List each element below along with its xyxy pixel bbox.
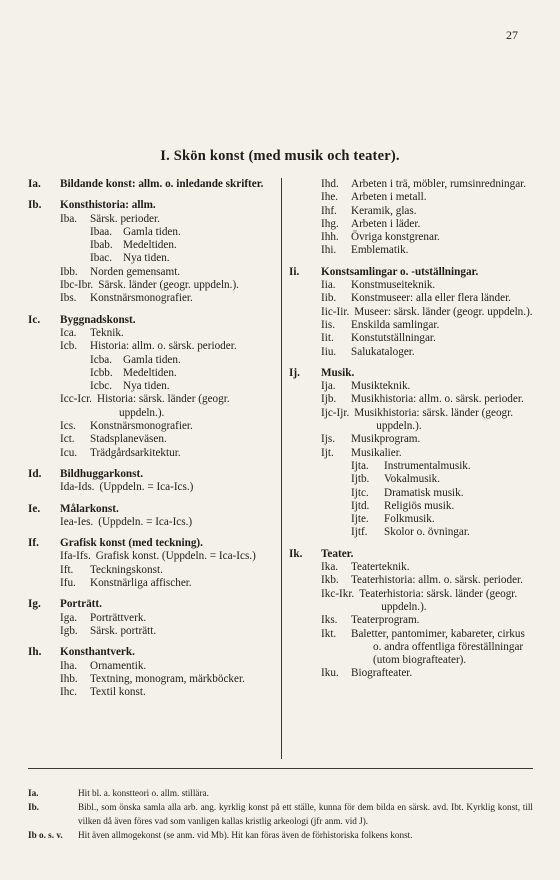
- entry-label: Konstutställningar.: [351, 332, 436, 345]
- entry-label: Emblematik.: [351, 244, 409, 257]
- class-entry: [28, 550, 274, 563]
- entry-code: Ijtb.: [351, 473, 370, 486]
- section-title: Konsthistoria: allm.: [60, 199, 156, 212]
- class-entry: [28, 354, 274, 367]
- entry-label: Konstmuseiteknik.: [351, 279, 436, 292]
- entry-label: Teaterprogram.: [351, 614, 420, 627]
- footnote-text: Bibl., som önska samla alla arb. ang. kyrklig konst på ett ställe, kunna för dem bilda en särsk. avd. Ibt. Kyrklig konst, till vilken då även föres vad som vanligen kallas kristlig arkeologi (jfr anm. vid J).: [78, 802, 533, 826]
- class-entry: [28, 266, 274, 279]
- entry-label: Ornamentik.: [90, 659, 147, 672]
- class-section: [28, 598, 274, 638]
- entry-label: Konstnärsmonografier.: [90, 292, 193, 305]
- section-title: Bildhuggarkonst.: [60, 467, 144, 480]
- class-section: [289, 266, 533, 359]
- footnotes: [28, 786, 533, 842]
- footnote: [28, 800, 533, 828]
- class-entry: [28, 380, 274, 393]
- right-column: [289, 178, 533, 689]
- section-code: Ig.: [28, 598, 41, 611]
- entry-code: Iba.: [60, 212, 78, 225]
- section-code: Ij.: [289, 366, 300, 379]
- entry-label: Teaterhistoria: allm. o. särsk. perioder.: [351, 574, 523, 587]
- entry-label: Baletter, pantomimer, kabareter, cirkus o. andra offentliga föreställningar (utom biografteater).: [351, 627, 525, 667]
- entry-code: Ibaa.: [90, 225, 113, 238]
- entry-label: (Uppdeln. = Ica-Ics.): [98, 515, 193, 528]
- section-code: Ia.: [28, 178, 41, 190]
- entry-label: Övriga konstgrenar.: [351, 231, 440, 244]
- entry-code: Ijtc.: [351, 486, 369, 499]
- entry-label: Vokalmusik.: [384, 473, 441, 486]
- section-heading: [289, 367, 533, 380]
- entry-code: Icbc.: [90, 380, 113, 393]
- entry-label: Historia: särsk. länder (geogr. uppdeln.).: [96, 393, 230, 419]
- entry-label: Textil konst.: [90, 686, 146, 699]
- class-entry: [289, 561, 533, 574]
- class-section: [28, 199, 274, 305]
- class-entry: [289, 346, 533, 359]
- class-entry: [28, 516, 274, 529]
- section-heading: [28, 598, 274, 611]
- entry-code: Ijs.: [321, 433, 335, 446]
- section-title: Bildande konst: allm. o. inledande skrifter.: [60, 178, 264, 190]
- class-section: [289, 548, 533, 681]
- entry-label: Textning, monogram, märkböcker.: [90, 672, 245, 685]
- entry-label: Musikalier.: [351, 446, 402, 459]
- entry-label: Instrumentalmusik.: [384, 459, 471, 472]
- entry-label: Medeltiden.: [123, 366, 177, 379]
- entry-label: Musikhistoria: särsk. länder (geogr. uppdeln.).: [354, 406, 514, 433]
- footnote: [28, 786, 533, 800]
- entry-code: Ijt.: [321, 446, 334, 459]
- entry-label: Dramatisk musik.: [384, 486, 464, 499]
- section-code: Ic.: [28, 313, 41, 326]
- section-heading: [28, 468, 274, 481]
- entry-code: Ibac.: [90, 252, 113, 265]
- entry-label: Religiös musik.: [384, 499, 455, 512]
- entry-label: Medeltiden.: [123, 239, 177, 252]
- section-code: Id.: [28, 467, 42, 480]
- section-heading: [28, 537, 274, 550]
- entry-label: Teaterhistoria: särsk. länder (geogr. uppdeln.).: [359, 587, 518, 613]
- page-number: 27: [506, 28, 518, 42]
- footnote-text: Hit även allmogekonst (se anm. vid Mb). Hit kan föras även de förhistoriska folkens konst.: [78, 830, 413, 840]
- class-entry: [289, 513, 533, 526]
- class-entry: [28, 481, 274, 494]
- class-entry: [289, 332, 533, 345]
- entry-code: Ibs.: [60, 292, 77, 305]
- entry-code: Ift.: [60, 563, 74, 576]
- entry-code: Ihd.: [321, 178, 339, 190]
- entry-label: Teckningskonst.: [90, 563, 163, 576]
- section-heading: [289, 548, 533, 561]
- class-entry: [289, 433, 533, 446]
- class-entry: [28, 327, 274, 340]
- entry-code: Ikb.: [321, 574, 339, 587]
- entry-label: Biografteater.: [351, 667, 413, 680]
- footnote: [28, 828, 533, 842]
- class-entry: [289, 319, 533, 332]
- class-section: [28, 468, 274, 495]
- class-entry: [28, 420, 274, 433]
- entry-code: Icba.: [90, 353, 113, 366]
- entry-code: Iga.: [60, 611, 78, 624]
- entry-label: Arbeten i trä, möbler, rumsinredningar.: [351, 178, 527, 190]
- class-entry: [289, 191, 533, 204]
- class-entry: [28, 447, 274, 460]
- entry-code: Ijtf.: [351, 526, 368, 539]
- entry-code: Ics.: [60, 420, 76, 433]
- entry-label: (Uppdeln. = Ica-Ics.): [99, 481, 194, 494]
- class-section: [289, 178, 533, 258]
- entry-code: Ihi.: [321, 244, 337, 257]
- section-title: Teater.: [321, 547, 354, 560]
- entry-code: Ikt.: [321, 627, 337, 640]
- section-title: Porträtt.: [60, 598, 102, 611]
- class-entry: [289, 407, 533, 434]
- entry-label: Trädgårdsarkitektur.: [90, 446, 181, 459]
- section-code: Ie.: [28, 502, 41, 515]
- section-code: Ik.: [289, 547, 303, 560]
- section-title: Målarkonst.: [60, 502, 119, 515]
- class-entry: [28, 292, 274, 305]
- entry-code: Iib.: [321, 292, 337, 305]
- entry-label: Arbeten i metall.: [351, 191, 427, 204]
- entry-code: Ict.: [60, 433, 75, 446]
- entry-code: Icbb.: [90, 366, 113, 379]
- entry-label: Folkmusik.: [384, 513, 435, 526]
- footnote-rule: [28, 768, 533, 769]
- entry-label: Stadsplaneväsen.: [90, 433, 167, 446]
- entry-code: Ijta.: [351, 459, 369, 472]
- entry-code: Ikc-Ikr.: [321, 587, 355, 600]
- entry-code: Ibc-Ibr.: [60, 279, 94, 292]
- entry-code: Iic-Iir.: [321, 305, 350, 318]
- left-column: [28, 178, 274, 707]
- class-entry: [28, 252, 274, 265]
- entry-label: Keramik, glas.: [351, 204, 417, 217]
- entry-code: Ifu.: [60, 577, 76, 590]
- entry-code: Icc-Icr.: [60, 393, 92, 406]
- class-entry: [28, 660, 274, 673]
- entry-code: Ihb.: [60, 672, 78, 685]
- entry-code: Ica.: [60, 326, 77, 339]
- entry-label: Nya tiden.: [123, 252, 170, 265]
- entry-label: Salukataloger.: [351, 345, 415, 358]
- class-entry: [289, 487, 533, 500]
- footnote-code: Ib o. s. v.: [28, 830, 63, 840]
- page-title: I. Skön konst (med musik och teater).: [160, 148, 400, 164]
- entry-code: Iku.: [321, 667, 339, 680]
- entry-code: Ika.: [321, 561, 339, 574]
- entry-label: Norden gemensamt.: [90, 265, 181, 278]
- entry-code: Ibb.: [60, 265, 78, 278]
- class-entry: [289, 244, 533, 257]
- class-section: [28, 503, 274, 530]
- section-title: Grafisk konst (med teckning).: [60, 537, 203, 550]
- entry-label: Konstmuseer: alla eller flera länder.: [351, 292, 511, 305]
- entry-code: Ijte.: [351, 513, 369, 526]
- entry-label: Museer: särsk. länder (geogr. uppdeln.).: [354, 305, 533, 318]
- class-section: [28, 646, 274, 699]
- class-entry: [28, 239, 274, 252]
- entry-code: Ihe.: [321, 191, 339, 204]
- class-entry: [28, 625, 274, 638]
- section-heading: [28, 314, 274, 327]
- class-entry: [28, 577, 274, 590]
- class-entry: [28, 564, 274, 577]
- footnote-code: Ib.: [28, 802, 39, 812]
- entry-code: Iis.: [321, 318, 335, 331]
- entry-label: Särsk. porträtt.: [90, 624, 157, 637]
- section-title: Musik.: [321, 366, 355, 379]
- section-heading: [28, 646, 274, 659]
- section-heading: [289, 266, 533, 279]
- column-divider: [281, 178, 282, 759]
- entry-code: Iit.: [321, 332, 334, 345]
- class-entry: [28, 612, 274, 625]
- class-entry: [28, 686, 274, 699]
- entry-code: Ijb.: [321, 393, 337, 406]
- entry-code: Ija.: [321, 380, 336, 393]
- entry-label: Arbeten i läder.: [351, 217, 421, 230]
- entry-code: Ihc.: [60, 686, 78, 699]
- class-entry: [289, 306, 533, 319]
- class-entry: [289, 574, 533, 587]
- entry-label: Konstnärsmonografier.: [90, 420, 193, 433]
- class-entry: [289, 205, 533, 218]
- entry-code: Icb.: [60, 340, 78, 353]
- entry-code: Ifa-Ifs.: [60, 550, 91, 563]
- entry-code: Icu.: [60, 446, 78, 459]
- class-entry: [289, 447, 533, 460]
- section-heading: [28, 503, 274, 516]
- entry-code: Iiu.: [321, 345, 337, 358]
- section-code: If.: [28, 537, 39, 550]
- entry-label: Skolor o. övningar.: [384, 526, 470, 539]
- class-entry: [28, 340, 274, 353]
- class-entry: [289, 231, 533, 244]
- section-code: Ii.: [289, 265, 300, 278]
- entry-label: Nya tiden.: [123, 380, 170, 393]
- section-heading: [28, 178, 274, 191]
- section-title: Byggnadskonst.: [60, 313, 136, 326]
- class-section: [28, 178, 274, 191]
- section-title: Konsthantverk.: [60, 646, 135, 659]
- entry-label: Musikteknik.: [351, 380, 411, 393]
- class-entry: [289, 380, 533, 393]
- entry-label: Särsk. perioder.: [90, 212, 160, 225]
- entry-label: Teaterteknik.: [351, 561, 410, 574]
- class-entry: [28, 279, 274, 292]
- class-entry: [289, 588, 533, 615]
- section-code: Ih.: [28, 646, 42, 659]
- class-entry: [289, 218, 533, 231]
- class-entry: [28, 367, 274, 380]
- entry-code: Ihg.: [321, 217, 339, 230]
- class-entry: [28, 673, 274, 686]
- entry-label: Musikhistoria: allm. o. särsk. perioder.: [351, 393, 524, 406]
- entry-label: Särsk. länder (geogr. uppdeln.).: [98, 279, 239, 292]
- class-entry: [28, 393, 274, 420]
- entry-code: Iia.: [321, 279, 336, 292]
- entry-code: Ijc-Ijr.: [321, 406, 350, 419]
- class-entry: [289, 292, 533, 305]
- entry-label: Enskilda samlingar.: [351, 318, 440, 331]
- class-section: [28, 537, 274, 590]
- entry-code: Iks.: [321, 614, 338, 627]
- class-entry: [28, 226, 274, 239]
- entry-code: Ihf.: [321, 204, 337, 217]
- entry-code: Ibab.: [90, 239, 113, 252]
- class-entry: [28, 433, 274, 446]
- class-entry: [289, 473, 533, 486]
- class-entry: [289, 526, 533, 539]
- entry-code: Iha.: [60, 659, 78, 672]
- footnote-code: Ia.: [28, 788, 39, 798]
- entry-label: Konstnärliga affischer.: [90, 577, 192, 590]
- entry-label: Musikprogram.: [351, 433, 421, 446]
- entry-label: Historia: allm. o. särsk. perioder.: [90, 340, 237, 353]
- section-code: Ib.: [28, 199, 42, 212]
- class-entry: [289, 614, 533, 627]
- class-section: [28, 314, 274, 460]
- class-entry: [289, 667, 533, 680]
- class-entry: [289, 628, 533, 668]
- entry-label: Gamla tiden.: [123, 353, 181, 366]
- class-entry: [289, 178, 533, 191]
- entry-label: Teknik.: [90, 326, 124, 339]
- class-entry: [28, 213, 274, 226]
- class-entry: [289, 393, 533, 406]
- entry-code: Ida-Ids.: [60, 481, 95, 494]
- class-entry: [289, 279, 533, 292]
- section-title: Konstsamlingar o. -utställningar.: [321, 265, 479, 278]
- entry-label: Grafisk konst. (Uppdeln. = Ica-Ics.): [95, 550, 256, 563]
- entry-code: Igb.: [60, 624, 78, 637]
- class-section: [289, 367, 533, 540]
- footnote-text: Hit bl. a. konstteori o. allm. stillära.: [78, 788, 209, 798]
- entry-code: Iea-Ies.: [60, 515, 94, 528]
- entry-label: Porträttverk.: [90, 611, 147, 624]
- class-entry: [289, 460, 533, 473]
- section-heading: [28, 199, 274, 212]
- class-entry: [289, 500, 533, 513]
- entry-label: Gamla tiden.: [123, 225, 181, 238]
- entry-code: Ihh.: [321, 231, 339, 244]
- entry-code: Ijtd.: [351, 499, 370, 512]
